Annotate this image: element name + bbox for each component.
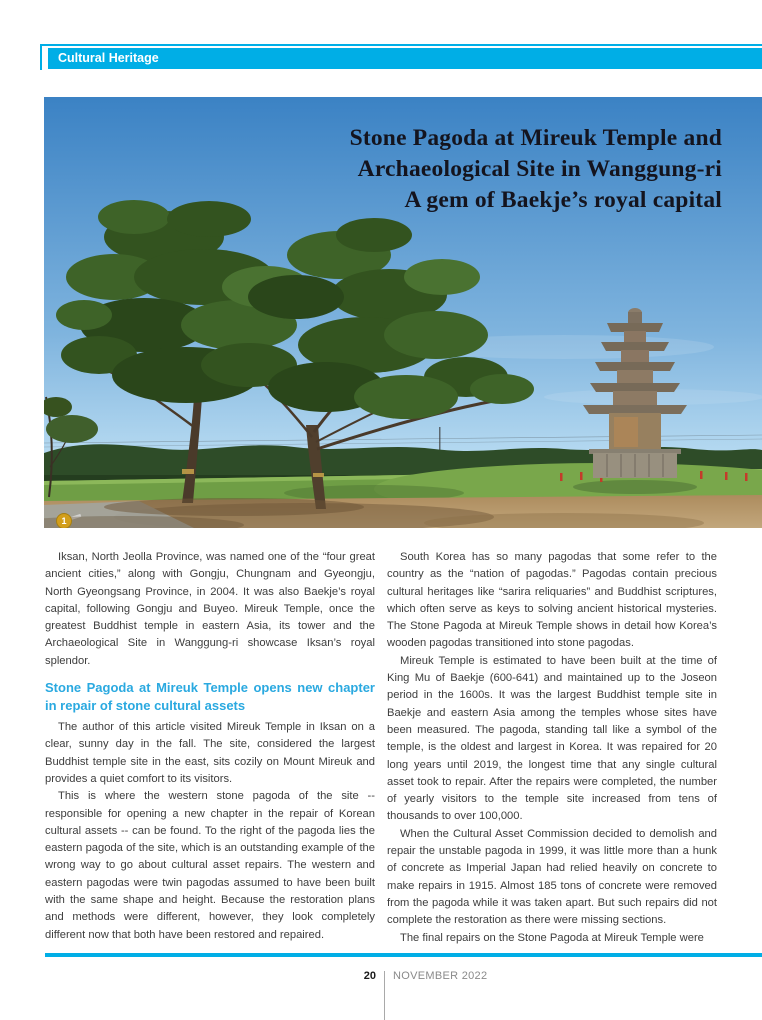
article-title-line: Stone Pagoda at Mireuk Temple and bbox=[349, 125, 722, 151]
section-kicker bbox=[48, 48, 762, 69]
section-kicker-rule bbox=[40, 44, 762, 70]
issue-date: NOVEMBER 2022 bbox=[393, 970, 488, 982]
paragraph: This is where the western stone pagoda of the site -- responsible for opening a new chapter in the repair of Korean cultural assets -- can be found. To the right of the pagoda lies the eastern pagoda of the site, which is an outstanding example of the wrong way to go about cultural asset repairs. The western and eastern pagodas were twin pagodas assumed to have been built with the same shape and height. Because the restoration plans and methods were different, however, they look completely different now that both have been restored and repaired. bbox=[45, 790, 375, 941]
photo-number-badge: 1 bbox=[56, 513, 72, 528]
article-title-line: Archaeological Site in Wanggung-ri bbox=[357, 156, 722, 182]
article-title-line: A gem of Baekje’s royal capital bbox=[404, 187, 722, 213]
article-column-right bbox=[387, 549, 717, 947]
page-footer bbox=[0, 970, 762, 990]
article-column-left bbox=[45, 549, 375, 944]
paragraph: Iksan, North Jeolla Province, was named one of the “four great ancient cities,” along with Gongju, Chungnam and Gyeongju, North Gyeongsang Province, in 2004. It was also Baekje’s royal capital, following Gongju and Buyeo. Mireuk Temple, once the greatest Buddhist temple in eastern Asia, its tower and the Archaeological Site in Wanggung-ri showcase Iksan’s royal splendor. bbox=[45, 551, 375, 667]
paragraph: South Korea has so many pagodas that some refer to the country as the “nation of pagodas.” Pagodas contain precious cultural heritages like “sarira reliquaries” and Buddhist scriptures, which often serve as keys to solving ancient historical mysteries. The Stone Pagoda at Mireuk Temple shows in detail how Korea’s wooden pagodas transitioned into stone pagodas. bbox=[387, 551, 717, 650]
paragraph: The final repairs on the Stone Pagoda at Mireuk Temple were bbox=[400, 931, 704, 944]
hero-photo bbox=[44, 97, 762, 528]
article-title bbox=[350, 123, 722, 216]
footer-rule bbox=[45, 953, 762, 957]
paragraph: Mireuk Temple is estimated to have been built at the time of King Mu of Baekje (600-641) and maintained up to the Joseon period in the 1600s. It was the largest Buddhist temple site in Baekje and eastern Asia among the temples whose sites have been measured. The pagoda, standing tall like a symbol of the temple, is the oldest and largest in Korea. It was repaired for 20 long years until 2019, the longest time that any single cultural asset took to repair. After the repairs were completed, the number of yearly visitors to the temple site increased from tens of thousands to over 100,000. bbox=[387, 654, 717, 823]
subhead: Stone Pagoda at Mireuk Temple opens new chapter in repair of stone cultural assets bbox=[45, 680, 375, 714]
paragraph: When the Cultural Asset Commission decided to demolish and repair the unstable pagoda in 1999, it was little more than a hunk of concrete as Imperial Japan had relied heavily on concrete to make repairs in 1915. Almost 185 tons of concrete were removed from the pagoda while it was taken apart. But such repairs did not complete the restoration as there were missing sections. bbox=[387, 827, 717, 927]
section-kicker-label: Cultural Heritage bbox=[58, 51, 159, 65]
page-number: 20 bbox=[363, 970, 376, 982]
paragraph: The author of this article visited Mireuk Temple in Iksan on a clear, sunny day in the fall. The site, considered the largest Buddhist temple site in the east, sits cozily on Mount Mireuk and provides a quiet comfort to its visitors. bbox=[45, 721, 375, 785]
